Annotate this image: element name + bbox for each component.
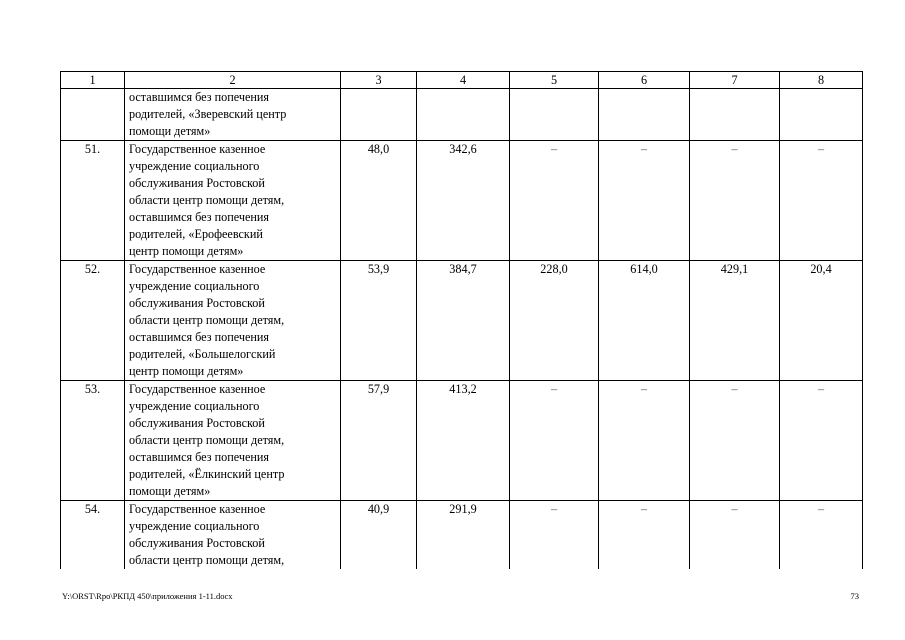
value-cell-col-6: – (599, 141, 690, 261)
row-number: 52. (61, 261, 125, 381)
value-cell-col-5: 228,0 (510, 261, 599, 381)
table-row (61, 89, 863, 141)
table-body (61, 89, 863, 570)
table-row (61, 141, 863, 261)
value-cell-col-7 (690, 89, 780, 141)
column-header: 5 (510, 72, 599, 89)
institution-name-line: учреждение социального (129, 279, 260, 293)
row-number: 53. (61, 381, 125, 501)
value-cell-col-8 (780, 89, 863, 141)
column-header: 1 (61, 72, 125, 89)
value-cell-col-5: – (510, 141, 599, 261)
institution-name-line: области центр помощи детям, (129, 313, 285, 327)
table-header-row (61, 72, 863, 89)
value-cell-col-6: – (599, 381, 690, 501)
value-cell-col-6: 614,0 (599, 261, 690, 381)
value-cell-col-4 (417, 89, 510, 141)
institution-name-line: учреждение социального (129, 519, 260, 533)
institution-name-line: обслуживания Ростовской (129, 416, 265, 430)
institution-name-line: оставшимся без попечения (129, 330, 270, 344)
value-cell-col-4: 413,2 (417, 381, 510, 501)
value-cell-col-3: 40,9 (341, 501, 417, 570)
data-table (60, 71, 863, 569)
value-cell-col-3: 57,9 (341, 381, 417, 501)
institution-name-line: оставшимся без попечения (129, 450, 270, 464)
institution-name-line: обслуживания Ростовской (129, 176, 265, 190)
value-cell-col-4: 291,9 (417, 501, 510, 570)
institution-name-line: учреждение социального (129, 159, 260, 173)
value-cell-col-8: 20,4 (780, 261, 863, 381)
institution-name-line: учреждение социального (129, 399, 260, 413)
value-cell-col-6: – (599, 501, 690, 570)
value-cell-col-4: 384,7 (417, 261, 510, 381)
column-header: 4 (417, 72, 510, 89)
column-header: 2 (125, 72, 341, 89)
value-cell-col-8: – (780, 381, 863, 501)
institution-name-line: центр помощи детям» (129, 364, 244, 378)
column-header: 3 (341, 72, 417, 89)
table-row (61, 261, 863, 381)
value-cell-col-7: 429,1 (690, 261, 780, 381)
institution-name-line: оставшимся без попечения (129, 90, 270, 104)
table-row (61, 381, 863, 501)
institution-name-line: помощи детям» (129, 484, 211, 498)
row-number: 51. (61, 141, 125, 261)
row-number (61, 89, 125, 141)
value-cell-col-3: 53,9 (341, 261, 417, 381)
institution-name (125, 381, 341, 501)
institution-name-line: области центр помощи детям, (129, 553, 285, 567)
value-cell-col-7: – (690, 501, 780, 570)
institution-name (125, 141, 341, 261)
value-cell-col-8: – (780, 501, 863, 570)
value-cell-col-3 (341, 89, 417, 141)
column-header: 7 (690, 72, 780, 89)
value-cell-col-5 (510, 89, 599, 141)
institution-name-line: области центр помощи детям, (129, 433, 285, 447)
institution-name (125, 261, 341, 381)
value-cell-col-4: 342,6 (417, 141, 510, 261)
institution-name-line: Государственное казенное (129, 142, 266, 156)
footer-file-path: Y:\ORST\Rpo\РКПД 450\приложения 1-11.docx (62, 591, 233, 601)
value-cell-col-7: – (690, 381, 780, 501)
column-header: 6 (599, 72, 690, 89)
column-header: 8 (780, 72, 863, 89)
institution-name-line: обслуживания Ростовской (129, 536, 265, 550)
value-cell-col-7: – (690, 141, 780, 261)
row-number: 54. (61, 501, 125, 570)
institution-name-line: родителей, «Ёлкинский центр (129, 467, 285, 481)
value-cell-col-8: – (780, 141, 863, 261)
institution-name-line: Государственное казенное (129, 382, 266, 396)
institution-name-line: родителей, «Зверевский центр (129, 107, 287, 121)
institution-name-line: родителей, «Ерофеевский (129, 227, 263, 241)
value-cell-col-5: – (510, 381, 599, 501)
institution-name-line: родителей, «Большелогский (129, 347, 276, 361)
institution-name-line: обслуживания Ростовской (129, 296, 265, 310)
institution-name-line: области центр помощи детям, (129, 193, 285, 207)
institution-name-line: Государственное казенное (129, 262, 266, 276)
institution-name-line: Государственное казенное (129, 502, 266, 516)
institution-name-line: центр помощи детям» (129, 244, 244, 258)
table-row (61, 501, 863, 570)
value-cell-col-6 (599, 89, 690, 141)
page-number: 73 (850, 591, 859, 601)
value-cell-col-3: 48,0 (341, 141, 417, 261)
institution-name (125, 501, 341, 570)
value-cell-col-5: – (510, 501, 599, 570)
institution-name (125, 89, 341, 141)
institution-name-line: оставшимся без попечения (129, 210, 270, 224)
institution-name-line: помощи детям» (129, 124, 211, 138)
